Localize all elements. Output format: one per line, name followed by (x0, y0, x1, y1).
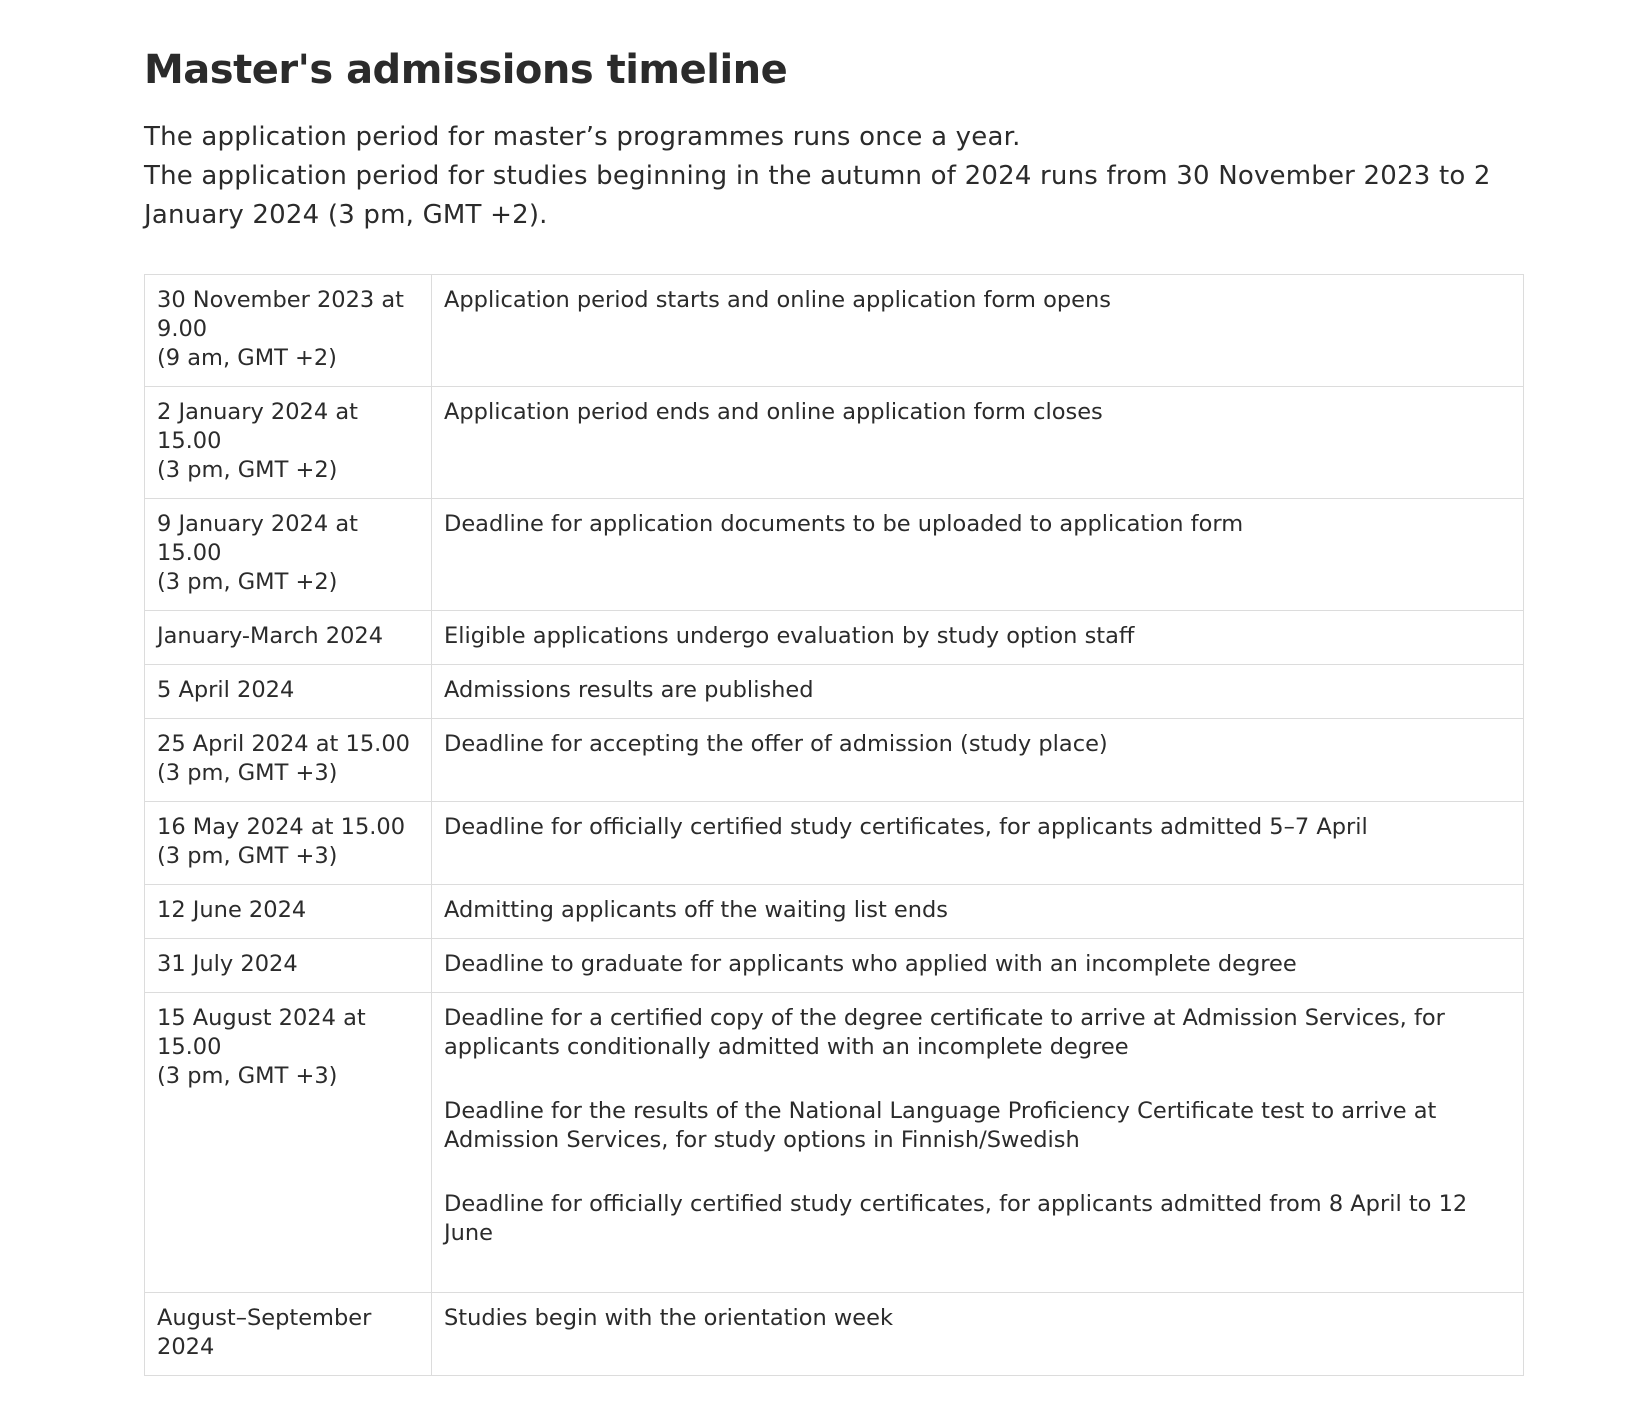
timeline-date-cell (145, 802, 432, 885)
timeline-event: Deadline for accepting the offer of admission (study place) (444, 731, 1108, 757)
timeline-date-cell (145, 719, 432, 802)
timeline-row (145, 275, 1524, 387)
timeline-body (145, 275, 1524, 1376)
page-title: Master's admissions timeline (144, 47, 788, 93)
timeline-event-cell (432, 1293, 1524, 1376)
timeline-date-cell (145, 885, 432, 939)
timeline-date-cell (145, 1293, 432, 1376)
timeline-event: Admissions results are published (444, 677, 814, 703)
timeline-event: Deadline for officially certified study certificates, for applicants admitted from 8 April to 12 June (444, 1191, 1468, 1246)
intro-paragraph: The application period for studies beginning in the autumn of 2024 runs from 30 November 2023 to 2 January 2024 (3 pm, GMT +2). (144, 161, 1491, 230)
timeline-row (145, 499, 1524, 611)
timeline-row (145, 885, 1524, 939)
timeline-event-cell (432, 885, 1524, 939)
timeline-event: Admitting applicants off the waiting list ends (444, 897, 949, 923)
timeline-event: Deadline for officially certified study certificates, for applicants admitted 5–7 April (444, 814, 1368, 840)
timeline-date: 12 June 2024 (157, 897, 307, 923)
timeline-date: January-March 2024 (157, 623, 384, 649)
timeline-event-cell (432, 802, 1524, 885)
intro-text (144, 118, 1524, 235)
timeline-date-cell (145, 499, 432, 611)
timeline-row (145, 719, 1524, 802)
timeline-event: Deadline to graduate for applicants who applied with an incomplete degree (444, 951, 1297, 977)
timeline-date: 15 August 2024 at 15.00 (3 pm, GMT +3) (157, 1005, 366, 1089)
timeline-date: 16 May 2024 at 15.00 (3 pm, GMT +3) (157, 814, 406, 869)
timeline-date: 2 January 2024 at 15.00 (3 pm, GMT +2) (157, 399, 358, 483)
timeline-event-cell (432, 387, 1524, 499)
timeline-row (145, 611, 1524, 665)
timeline-date-cell (145, 387, 432, 499)
timeline-date-cell (145, 665, 432, 719)
timeline-event-cell (432, 499, 1524, 611)
timeline-event: Deadline for application documents to be uploaded to application form (444, 511, 1244, 537)
timeline-date-cell (145, 993, 432, 1293)
timeline-row (145, 387, 1524, 499)
timeline-event: Application period starts and online application form opens (444, 287, 1111, 313)
timeline-event-cell (432, 275, 1524, 387)
timeline-row (145, 1293, 1524, 1376)
timeline-date: 31 July 2024 (157, 951, 298, 977)
timeline-event: Studies begin with the orientation week (444, 1305, 894, 1331)
timeline-date: 25 April 2024 at 15.00 (3 pm, GMT +3) (157, 731, 410, 786)
timeline-row (145, 665, 1524, 719)
page-content (144, 0, 1524, 1376)
timeline-event: Eligible applications undergo evaluation by study option staff (444, 623, 1135, 649)
timeline-event-cell (432, 939, 1524, 993)
timeline-row (145, 993, 1524, 1293)
timeline-event-cell (432, 665, 1524, 719)
timeline-date-cell (145, 275, 432, 387)
timeline-date: August–September 2024 (157, 1305, 372, 1360)
intro-paragraph: The application period for master’s programmes runs once a year. (144, 122, 1021, 152)
timeline-event-cell (432, 719, 1524, 802)
timeline-date: 5 April 2024 (157, 677, 295, 703)
timeline-event-cell (432, 993, 1524, 1293)
timeline-row (145, 939, 1524, 993)
timeline-event: Deadline for the results of the National Language Proficiency Certificate test to arrive at Admission Services, for study options in Finnish/Swedish (444, 1098, 1437, 1153)
timeline-table (144, 274, 1524, 1376)
timeline-event: Deadline for a certified copy of the degree certificate to arrive at Admission Services, for applicants conditionally admitted with an incomplete degree (444, 1005, 1445, 1060)
timeline-date: 30 November 2023 at 9.00 (9 am, GMT +2) (157, 287, 405, 371)
timeline-date-cell (145, 939, 432, 993)
timeline-row (145, 802, 1524, 885)
timeline-event: Application period ends and online application form closes (444, 399, 1103, 425)
timeline-date: 9 January 2024 at 15.00 (3 pm, GMT +2) (157, 511, 358, 595)
timeline-event-cell (432, 611, 1524, 665)
timeline-date-cell (145, 611, 432, 665)
